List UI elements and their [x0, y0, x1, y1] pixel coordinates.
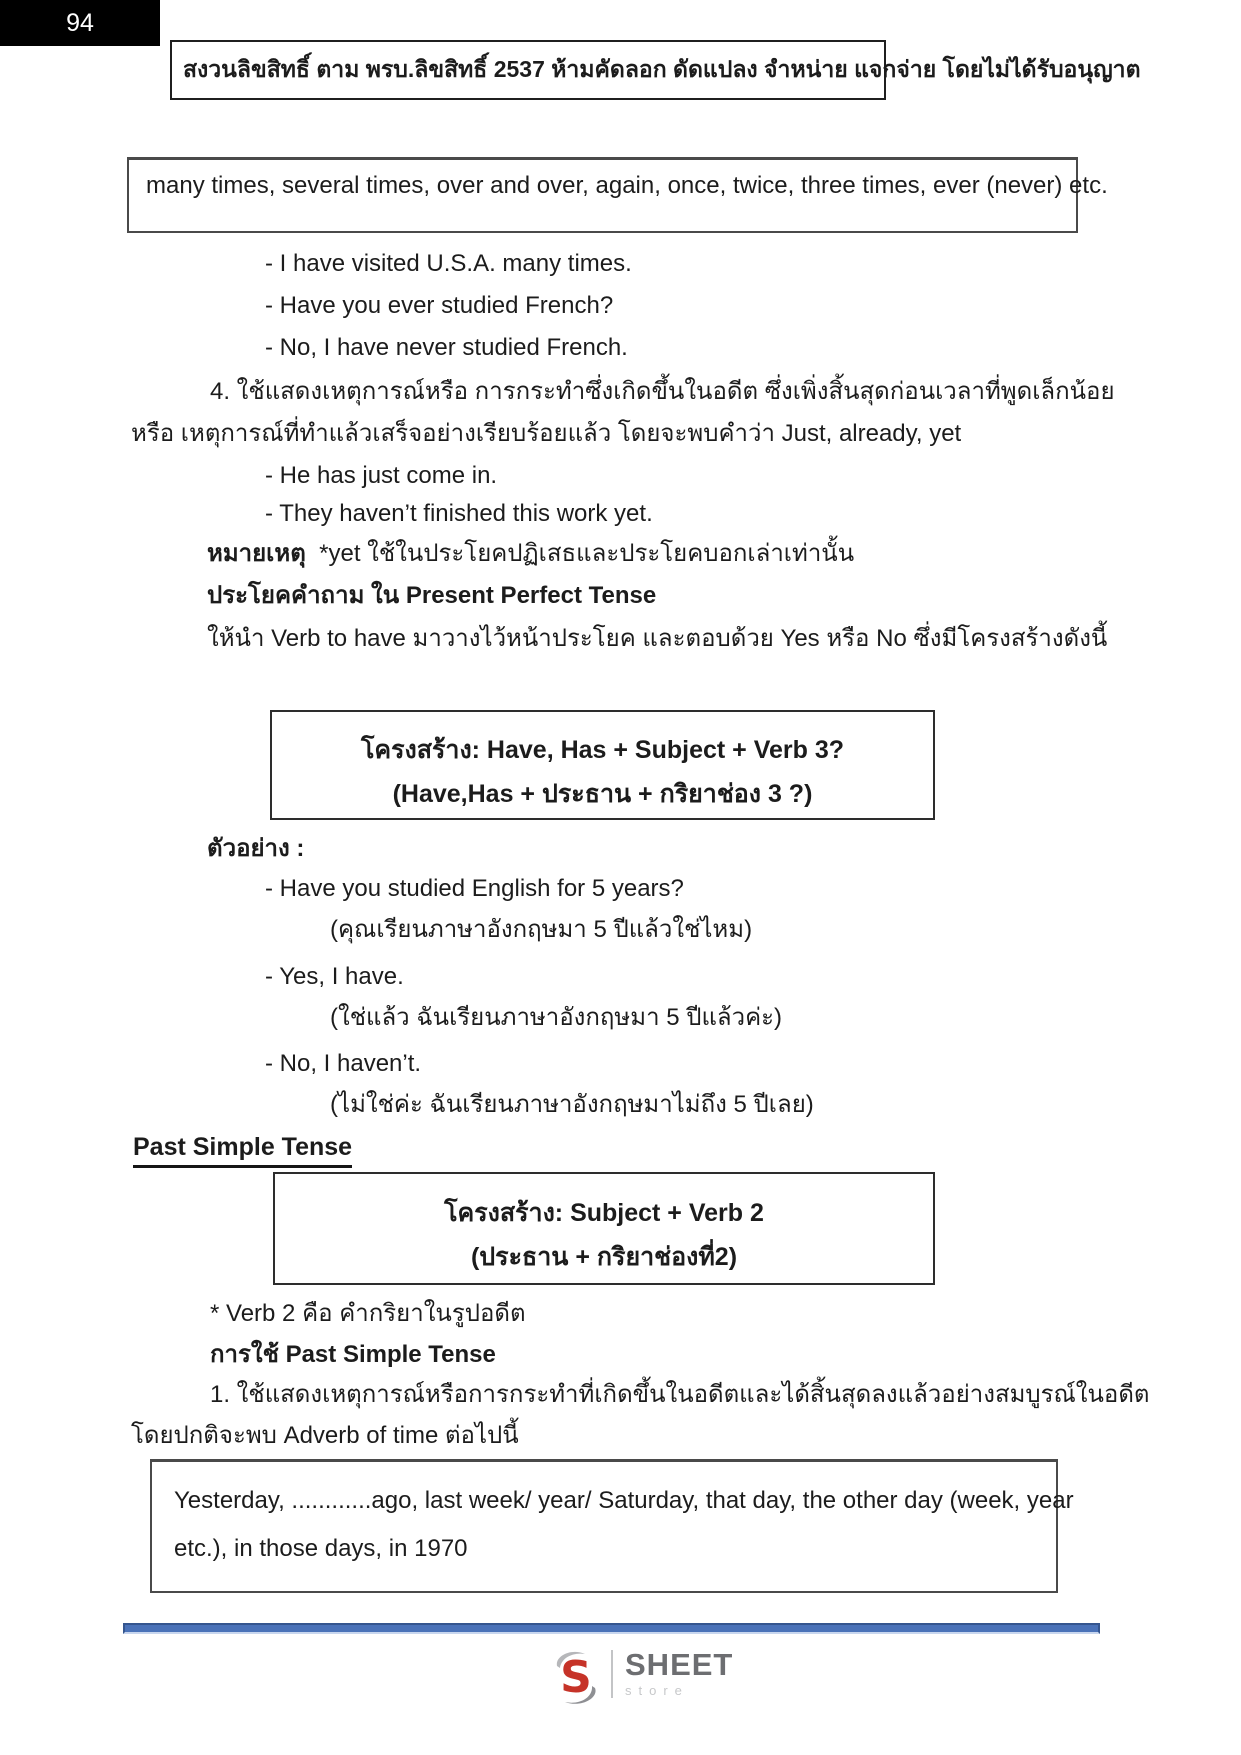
past-simple-usage-heading: การใช้ Past Simple Tense: [210, 1341, 496, 1368]
adverb-keywords-box-past-simple: [150, 1459, 1074, 1593]
structure-formula-en: โครงสร้าง: Have, Has + Subject + Verb 3?: [360, 736, 845, 764]
logo-divider: [611, 1650, 613, 1698]
qa-example-th: (ไม่ใช่ค่ะ ฉันเรียนภาษาอังกฤษมาไม่ถึง 5 ปีเลย): [330, 1091, 814, 1118]
example-label: ตัวอย่าง :: [207, 835, 305, 862]
example-sentence: - He has just come in.: [265, 462, 498, 489]
usage-point-4-line1: 4. ใช้แสดงเหตุการณ์หรือ การกระทำซึ่งเกิดขึ้นในอดีต ซึ่งเพิ่งสิ้นสุดก่อนเวลาที่พูดเล็กน้อย: [210, 378, 1115, 405]
sheet-store-logo: [551, 1647, 734, 1706]
note-label: หมายเหตุ: [207, 540, 320, 567]
usage-point-4-line2: หรือ เหตุการณ์ที่ทำแล้วเสร็จอย่างเรียบร้อยแล้ว โดยจะพบคำว่า Just, already, yet: [131, 420, 962, 447]
page-number: 94: [66, 8, 94, 37]
qa-example-en: - No, I haven’t.: [265, 1050, 422, 1077]
example-sentence: - They haven’t finished this work yet.: [265, 500, 653, 527]
usage-point-1-line1: 1. ใช้แสดงเหตุการณ์หรือการกระทำที่เกิดขึ้นในอดีตและได้สิ้นสุดลงแล้วอย่างสมบูรณ์ในอดีต: [210, 1381, 1150, 1408]
qa-example-en: - Have you studied English for 5 years?: [265, 875, 684, 902]
adverb-keywords-line1: Yesterday, ............ago, last week/ year/ Saturday, that day, the other day (week, year: [174, 1487, 1074, 1514]
svg-text:S: S: [560, 1652, 592, 1703]
logo-subword: store: [625, 1683, 689, 1698]
structure-formula-th: (ประธาน + กริยาช่องที่2): [470, 1243, 738, 1271]
question-form-heading: ประโยคคำถาม ใน Present Perfect Tense: [207, 582, 657, 609]
qa-example-th: (ใช่แล้ว ฉันเรียนภาษาอังกฤษมา 5 ปีแล้วค่ะ): [330, 1004, 783, 1031]
footer-divider-bar: [123, 1623, 1100, 1634]
qa-example-th: (คุณเรียนภาษาอังกฤษมา 5 ปีแล้วใช่ไหม): [330, 916, 753, 943]
adverb-keywords-line2: etc.), in those days, in 1970: [174, 1535, 468, 1562]
logo-word: SHEET: [625, 1647, 734, 1682]
past-simple-tense-heading: Past Simple Tense: [133, 1133, 352, 1168]
usage-point-1-line2: โดยปกติจะพบ Adverb of time ต่อไปนี้: [131, 1422, 519, 1449]
sheet-store-logo-icon: [551, 1650, 601, 1706]
adverb-keywords-box-present-perfect: [127, 157, 1108, 233]
adverb-keywords-text: many times, several times, over and over, again, once, twice, three times, ever (never) etc.: [146, 172, 1108, 199]
structure-box-present-perfect: [270, 710, 935, 820]
question-form-description: ให้นำ Verb to have มาวางไว้หน้าประโยค และตอบด้วย Yes หรือ No ซึ่งมีโครงสร้างดังนี้: [207, 625, 1108, 652]
example-sentence: - No, I have never studied French.: [265, 334, 628, 361]
note-text: *yet ใช้ในประโยคปฏิเสธและประโยคบอกเล่าเท่านั้น: [319, 540, 855, 567]
copyright-notice-box: [170, 40, 1141, 100]
structure-box-past-simple: [273, 1172, 935, 1285]
structure-formula-th: (Have,Has + ประธาน + กริยาช่อง 3 ?): [392, 780, 813, 808]
example-sentence: - Have you ever studied French?: [265, 292, 614, 319]
copyright-text: สงวนลิขสิทธิ์ ตาม พรบ.ลิขสิทธิ์ 2537 ห้ามคัดลอก ดัดแปลง จำหน่าย แจกจ่าย โดยไม่ได้รับอนุญาต: [183, 56, 1141, 82]
verb2-note: * Verb 2 คือ คำกริยาในรูปอดีต: [210, 1300, 526, 1327]
example-sentence: - I have visited U.S.A. many times.: [265, 250, 632, 277]
page-number-box: [0, 0, 160, 46]
note-line: [207, 539, 854, 569]
structure-formula-en: โครงสร้าง: Subject + Verb 2: [444, 1199, 764, 1227]
qa-example-en: - Yes, I have.: [265, 963, 404, 990]
